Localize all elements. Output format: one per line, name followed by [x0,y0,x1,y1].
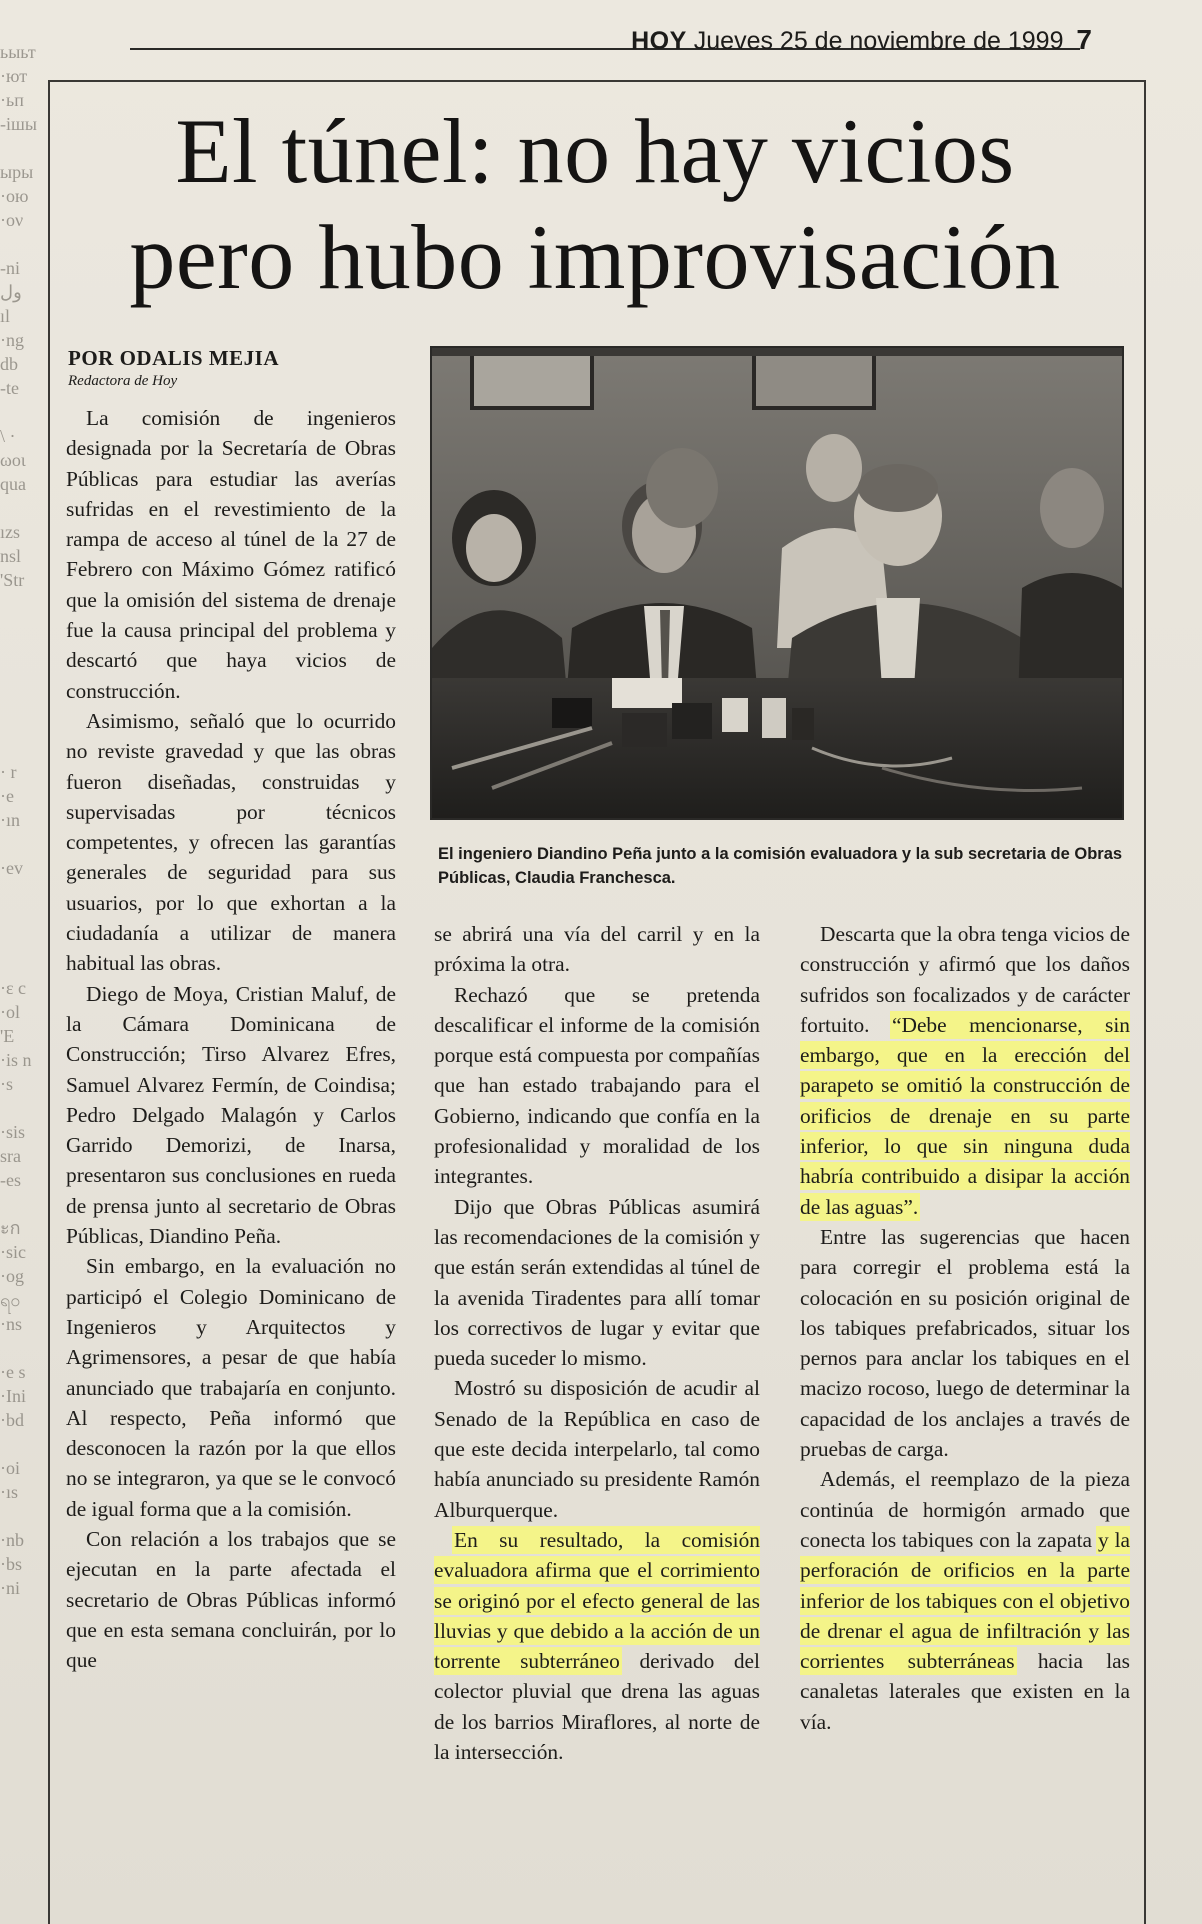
paragraph-highlighted [800,1464,1130,1737]
paragraph: Rechazó que se pretenda descalificar el informe de la comisión porque está compuesta por compañías que han estado trabajando para el Gobierno, indicando que confía en la profesionalidad y moralidad de los integrantes. [434,982,760,1189]
paragraph: se abrirá una vía del carril y en la próxima la otra. [434,922,760,977]
paragraph-text: Descarta que la obra tenga vicios de construcción y afirmó que los daños sufridos son focalizados y de carácter fortuito. [800,922,1130,1037]
frame-rule-top [48,80,1146,82]
photo-illustration [432,348,1122,818]
paragraph-text: Además, el reemplazo de la pieza continúa de hormigón armado que conecta los tabiques con la zapata [800,1467,1130,1552]
frame-rule-right [1144,80,1146,1924]
paragraph-highlighted [800,919,1130,1222]
photo-caption: El ingeniero Diandino Peña junto a la comisión evaluadora y la sub secretaria de Obras Públicas, Claudia Franchesca. [438,845,1123,887]
paragraph: Entre las sugerencias que hacen para corregir el problema está la colocación en su posición original de los tabiques prefabricados, situar los pernos para anclar los tabiques en el macizo rocoso, luego de determinar la capacidad de los anclajes a través de pruebas de carga. [800,1224,1130,1462]
highlighted-quote: “Debe mencionarse, sin embargo, que en la erección del parapeto se omitió la construcción de orificios de drenaje en su parte inferior, lo que sin ninguna duda habría contribuido a disipar la acción de las aguas”. [800,1012,1130,1219]
page-number: 7 [1076,24,1092,55]
paragraph: Sin embargo, en la evaluación no participó el Colegio Dominicano de Ingenieros y Arquitectos y Agrimensores, a pesar de que había anunciado que trabajaría en conjunto. Al respecto, Peña informó que desconocen la razón por la que ellos no se integraron, ya que se le convocó de igual forma que a la comisión. [66,1254,396,1521]
paragraph: Con relación a los trabajos que se ejecutan en la parte afectada el secretario de Obras Públicas informó que en esta semana concluirán, por lo que [66,1526,396,1673]
paragraph-highlighted [434,1525,760,1767]
headline-line-1: El túnel: no hay vicios [175,100,1015,202]
press-conference-photo [430,346,1124,820]
paragraph: Dijo que Obras Públicas asumirá las recomendaciones de la comisión y que están serán extendidas al túnel de la avenida Tiradentes para allí tomar los correctivos de lugar y evitar que pueda suceder lo mismo. [434,1194,760,1371]
paragraph: La comisión de ingenieros designada por la Secretaría de Obras Públicas para estudiar las averías sufridas en el revestimiento de la rampa de acceso al túnel de la 27 de Febrero con Máximo Gómez ratificó que la omisión del sistema de drenaje fue la causa principal del problema y descartó que haya vicios de construcción. [66,406,396,703]
paragraph: Asimismo, señaló que lo ocurrido no reviste gravedad y que las obras fueron diseñadas, construidas y supervisadas por técnicos competentes, y ofrecen las garantías generales de seguridad para sus usuarios, por lo que exhortan a la ciudadanía a utilizar de manera habitual las obras. [66,708,396,976]
article-column-1 [66,403,396,1675]
highlighted-text: En su resultado, la comisión evaluadora afirma que el corrimiento se originó por el efecto general de las lluvias y que debido a la acción de un torrente subterráneo [434,1527,760,1674]
byline-role: Redactora de Hoy [68,373,178,389]
bleed-through-previous-page: ьыьт ·ют ·ьп -ішы ыры ·ою ·ον -ni ول ıl ·ng db -te \ · ωοι qua ızs nsl 'Str · r ·e ·ın ·ev ·ε c ·ol 'E ·is n ·s ·sis sra -es ะก ·sic ·og ရဝ ·ns ·e s ·Ini ·bd ·oi ·ıs ·nb ·bs ·ni [0,42,37,1598]
masthead-date: Jueves 25 de noviembre de 1999 [693,27,1064,55]
paragraph: Mostró su disposición de acudir al Senado de la República en caso de que este decida interpelarlo, tal como había anunciado su presidente Ramón Alburquerque. [434,1376,760,1522]
masthead-paper-name: HOY [631,27,687,55]
masthead [631,24,1092,56]
highlighted-text: y la perforación de orificios en la parte inferior de los tabiques con el objetivo de drenar el agua de infiltración y las corrientes subterráneas [800,1527,1131,1674]
frame-rule-left [48,80,50,1924]
paragraph-tail: derivado del colector pluvial que drena las aguas de los barrios Miraflores, al norte de la intersección. [434,1649,760,1765]
byline-author: POR ODALIS MEJIA [68,346,280,370]
headline [60,98,1130,310]
paragraph-tail: hacia las canaletas laterales que existen en la vía. [800,1649,1130,1734]
headline-line-2: pero hubo improvisación [129,206,1061,308]
paragraph: Diego de Moya, Cristian Maluf, de la Cámara Dominicana de Construcción; Tirso Alvarez Efres, Samuel Alvarez Fermín, de Coindisa; Pedro Delgado Malagón y Carlos Garrido Demorizi, de Inarsa, presentaron sus conclusiones en rueda de prensa junto al secretario de Obras Públicas, Diandino Peña. [66,981,396,1249]
article-column-2 [434,919,760,1767]
article-column-3 [800,919,1130,1737]
